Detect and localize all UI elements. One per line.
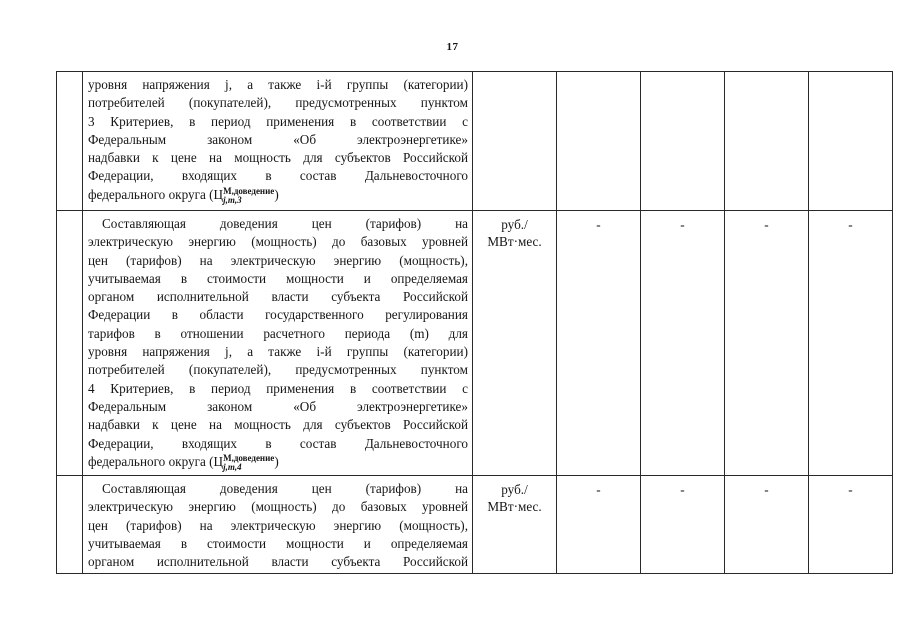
value-cell: -: [557, 211, 641, 476]
tariff-table: [56, 71, 893, 574]
value-cell: -: [725, 476, 809, 574]
description-line: Составляющая доведения цен (тарифов) на: [102, 481, 468, 496]
description-line: органом исполнительной власти субъекта Российской: [88, 554, 468, 570]
tariff-symbol: Ц М,доведение j,m,3: [213, 185, 275, 205]
description-line: учитываемая в стоимости мощности и определяемая: [88, 270, 468, 286]
row-number-cell: [57, 72, 83, 211]
description-line: Федерации, входящих в состав Дальневосточного: [88, 168, 468, 184]
value-cell: [725, 72, 809, 211]
description-last-line: федерального округа (Ц М,доведение j,m,4 ): [88, 452, 279, 472]
unit-cell: [473, 72, 557, 211]
description-line: Федеральным законом «Об электроэнергетике»: [88, 398, 468, 414]
description-line: электрическую энергию (мощность) до базовых уровней: [88, 499, 468, 515]
value-cell: [809, 72, 893, 211]
value-cell: -: [809, 476, 893, 574]
unit-cell: руб./ МВт·мес.: [473, 476, 557, 574]
description-line: органом исполнительной власти субъекта Российской: [88, 289, 468, 305]
description-line: тарифов в отношении расчетного периода (m) для: [88, 325, 468, 341]
description-line: 4 Критериев, в период применения в соответствии с: [88, 380, 468, 396]
table-row: [57, 476, 893, 574]
value-cell: [641, 72, 725, 211]
description-line: надбавки к цене на мощность для субъектов Российской: [88, 417, 468, 433]
description-line: цен (тарифов) на электрическую энергию (мощность),: [88, 517, 468, 533]
value-cell: -: [809, 211, 893, 476]
description-line: цен (тарифов) на электрическую энергию (мощность),: [88, 252, 468, 268]
description-line: Федерации в области государственного регулирования: [88, 307, 468, 323]
table-row: [57, 72, 893, 211]
description-line: учитываемая в стоимости мощности и определяемая: [88, 535, 468, 551]
description-line: Составляющая доведения цен (тарифов) на: [102, 216, 468, 231]
row-number-cell: [57, 476, 83, 574]
description-line: потребителей (покупателей), предусмотренных пунктом: [88, 95, 468, 111]
description-line: 3 Критериев, в период применения в соответствии с: [88, 113, 468, 129]
value-cell: [557, 72, 641, 211]
description-line: электрическую энергию (мощность) до базовых уровней: [88, 234, 468, 250]
value-cell: -: [557, 476, 641, 574]
value-cell: -: [641, 211, 725, 476]
value-cell: -: [725, 211, 809, 476]
description-line: Федеральным законом «Об электроэнергетике»: [88, 131, 468, 147]
tariff-symbol: Ц М,доведение j,m,4: [213, 452, 275, 472]
table-row: [57, 211, 893, 476]
page-number: 17: [446, 41, 459, 53]
description-line: надбавки к цене на мощность для субъектов Российской: [88, 150, 468, 166]
description-cell: [83, 72, 473, 211]
description-line: потребителей (покупателей), предусмотренных пунктом: [88, 362, 468, 378]
description-line: уровня напряжения j, а также i-й группы (категории): [88, 344, 468, 360]
value-cell: -: [641, 476, 725, 574]
unit-cell: руб./ МВт·мес.: [473, 211, 557, 476]
description-line: Федерации, входящих в состав Дальневосточного: [88, 435, 468, 451]
row-number-cell: [57, 211, 83, 476]
description-cell: [83, 211, 473, 476]
description-last-line: федерального округа (Ц М,доведение j,m,3 ): [88, 185, 279, 205]
description-cell: [83, 476, 473, 574]
description-line: уровня напряжения j, а также i-й группы (категории): [88, 77, 468, 92]
